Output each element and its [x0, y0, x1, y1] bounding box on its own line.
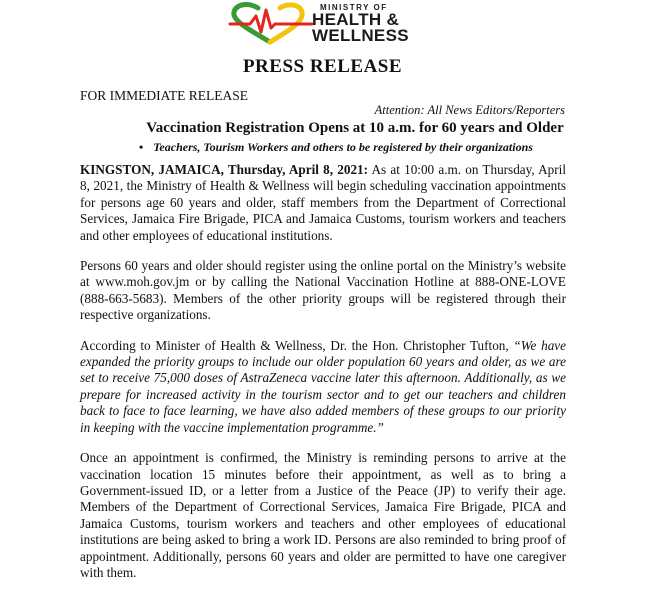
subheadline — [139, 140, 533, 155]
headline: Vaccination Registration Opens at 10 a.m. for 60 years and Older — [146, 120, 564, 136]
logo-wellness: WELLNESS — [312, 26, 409, 45]
ministry-logo — [228, 2, 428, 46]
attention-line: Attention: All News Editors/Reporters — [374, 103, 565, 117]
dateline: KINGSTON, JAMAICA, Thursday, April 8, 2021: — [80, 162, 369, 177]
heart-logo-icon — [228, 2, 314, 46]
minister-quote: “We have expanded the priority groups to include our older population 60 years and older, as we are set to receive 75,000 doses of AstraZeneca vaccine later this afternoon. Additionally, as we prepare for increased activity in the tourism sector and to get our teachers and children back to face to face learning, we have also added members of these groups to our priority in keeping with the vaccine implementation programme.” — [80, 337, 567, 435]
paragraph-2: Persons 60 years and older should register using the online portal on the Ministry’s website at www.moh.gov.jm or by calling the National Vaccination Hotline at 888-ONE-LOVE (888-663-5683). Members of the other priority groups will be registered through their respective organizations. — [80, 258, 566, 323]
page-title: PRESS RELEASE — [242, 56, 403, 77]
paragraph-3 — [80, 338, 566, 436]
paragraph-4: Once an appointment is confirmed, the Ministry is reminding persons to arrive at the vaccination location 15 minutes before their appointment, as well as to bring a Government-issued ID, or a letter from a Justice of the Peace (JP) to verify their age. Members of the Department of Correctional Services, Jamaica Fire Brigade, PICA and Jamaica Customs, tourism workers and teachers and other employees of educational institutions are being asked to bring a work ID. Persons are also reminded to bring proof of appointment. Additionally, persons 60 years and older are permitted to have one caregiver with them. — [80, 450, 566, 580]
bullet-icon: • — [139, 140, 144, 154]
release-label: FOR IMMEDIATE RELEASE — [80, 88, 248, 103]
release-body — [80, 162, 566, 595]
logo-health: HEALTH & — [312, 10, 400, 29]
paragraph-1 — [80, 162, 566, 244]
paragraph-1-text: As at 10:00 a.m. on Thursday, April 8, 2021, the Ministry of Health & Wellness will begin scheduling vaccination appointments for persons age 60 years and older, staff members from the Department of Correctional Services, Jamaica Fire Brigade, PICA and Jamaica Customs, tourism workers and teachers and other employees of educational institutions. — [80, 162, 566, 243]
subheadline-text: Teachers, Tourism Workers and others to be registered by their organizations — [153, 140, 533, 154]
paragraph-3-intro: According to Minister of Health & Wellness, Dr. the Hon. Christopher Tufton, — [80, 337, 514, 353]
logo-ministry-of: MINISTRY OF — [320, 3, 388, 12]
